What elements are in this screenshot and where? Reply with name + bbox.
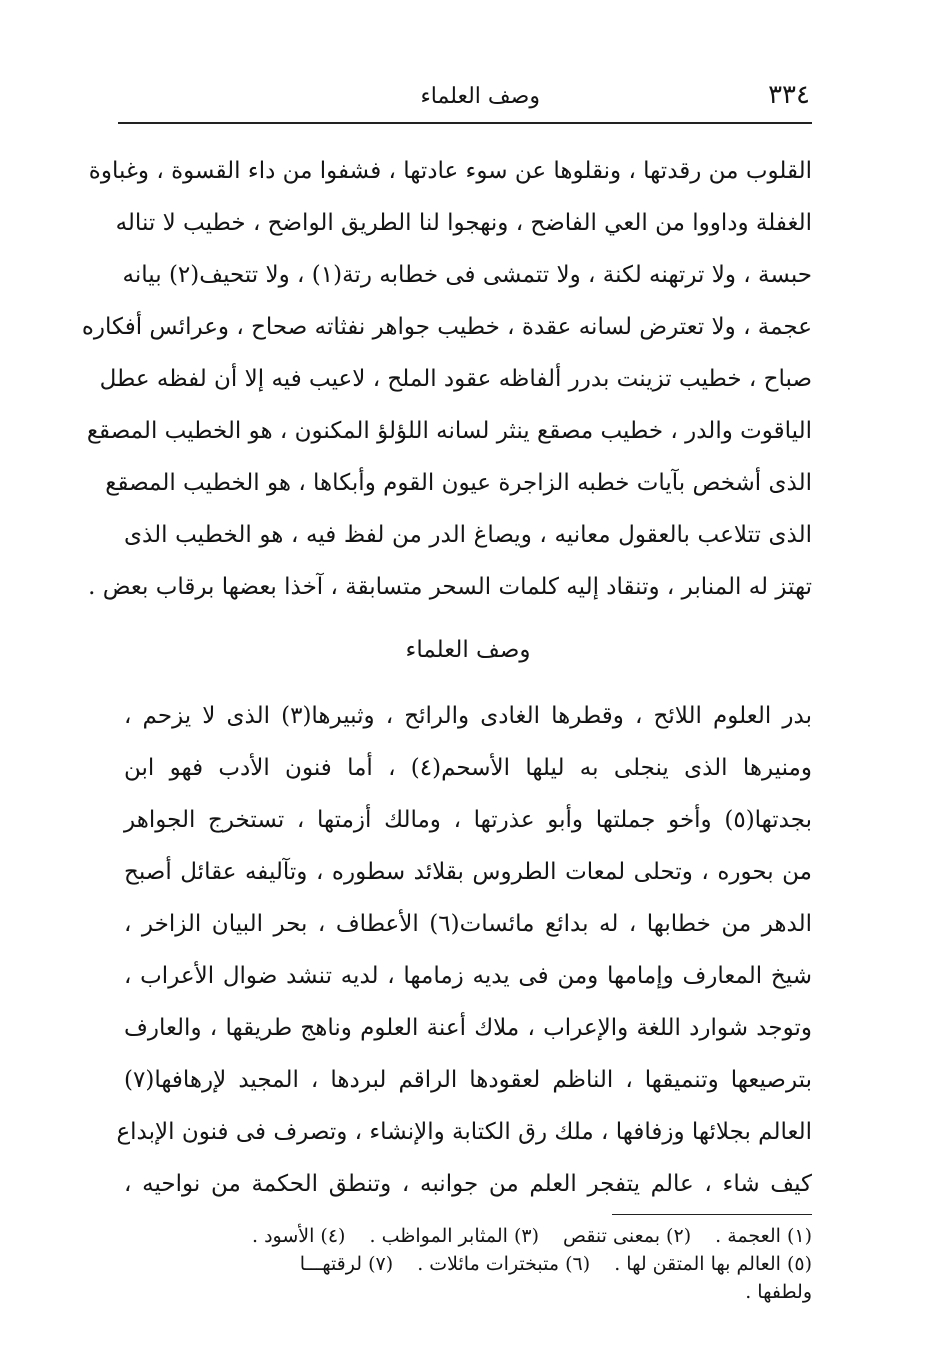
text-line: الدهر من خطابها ، له بدائع مائسات(٦) الأعطاف ، بحر البيان الزاخر ، [124, 911, 812, 937]
footnotes [124, 1222, 812, 1306]
text-line: صباح ، خطيب تزينت بدرر ألفاظه عقود الملح ، لاعيب فيه إلا أن لفظه عطل [99, 366, 812, 392]
footnote-line [124, 1222, 812, 1250]
paragraph-orators [81, 145, 812, 613]
footnote-4: (٤) الأسود . [251, 1225, 346, 1247]
footnote-6: (٦) متبخترات مائلات . [417, 1253, 591, 1275]
text-line: ومنيرها الذى ينجلى به ليلها الأسحم(٤) ، أما فنون الأدب فهو ابن [124, 755, 812, 781]
running-title: وصف العلماء [420, 84, 540, 109]
text-line: العالم بجلائها وزفافها ، ملك رق الكتابة والإنشاء ، وتصرف فى فنون الإبداع [116, 1119, 812, 1145]
footnote-rule [612, 1214, 812, 1215]
text-line: القلوب من رقدتها ، ونقلوها عن سوء عادتها ، فشفوا من داء القسوة ، وغباوة [88, 158, 812, 184]
footnote-7-continued: ولطفها . [745, 1281, 812, 1303]
text-line: الياقوت والدر ، خطيب مصقع ينثر لسانه اللؤلؤ المكنون ، هو الخطيب المصقع [86, 418, 812, 444]
paragraph-scholars [116, 690, 812, 1210]
section-heading: وصف العلماء [405, 637, 531, 663]
page-number: ٣٣٤ [768, 80, 810, 110]
header-rule [118, 122, 812, 124]
text-line: كيف شاء ، عالم يتفجر العلم من جوانبه ، وتنطق الحكمة من نواحيه ، [124, 1171, 812, 1197]
text-line: الغفلة وداووا من العي الفاضح ، ونهجوا لنا الطريق الواضح ، خطيب لا تناله [115, 210, 812, 236]
text-line: بجدتها(٥) وأخو جملتها وأبو عذرتها ، ومالك أزمتها ، تستخرج الجواهر [124, 807, 812, 833]
text-line: شيخ المعارف وإمامها ومن فى يديه زمامها ، لديه تنشد ضوال الأعراب ، [124, 963, 812, 989]
text-line: الذى أشخص بآيات خطبه الزاجرة عيون القوم وأبكاها ، هو الخطيب المصقع [105, 470, 812, 496]
text-line: وتوجد شوارد اللغة والإعراب ، ملاك أعنة العلوم وناهج طريقها ، والعارف [124, 1015, 812, 1041]
text-line: حبسة ، ولا ترتهنه لكنة ، ولا تتمشى فى خطابه رتة(١) ، ولا تتحيف(٢) بيانه [122, 262, 812, 288]
footnote-5: (٥) العالم بها المتقن لها . [614, 1253, 812, 1275]
page-header [120, 78, 810, 118]
footnote-2: (٢) بمعنى تنقص [563, 1225, 692, 1247]
text-line: بدر العلوم اللائح ، وقطرها الغادى والرائح ، وثبيرها(٣) الذى لا يزحم ، [124, 703, 812, 729]
text-line: بترصيعها وتنميقها ، الناظم لعقودها الراقم لبردها ، المجيد لإرهافها(٧) [124, 1067, 812, 1093]
footnote-line [124, 1250, 812, 1278]
footnote-7: (٧) لرقتهـــا [299, 1253, 394, 1275]
text-line: تهتز له المنابر ، وتنقاد إليه كلمات السحر متسابقة ، آخذا بعضها برقاب بعض . [88, 574, 812, 600]
footnote-1: (١) العجمة . [715, 1225, 812, 1247]
text-line: عجمة ، ولا تعترض لسانه عقدة ، خطيب جواهر نفثاته صحاح ، وعرائس أفكاره [81, 314, 812, 340]
text-line: الذى تتلاعب بالعقول معانيه ، ويصاغ الدر من لفظ فيه ، هو الخطيب الذى [124, 522, 812, 548]
footnote-line [124, 1278, 812, 1306]
footnote-3: (٣) المثابر المواظب . [369, 1225, 539, 1247]
text-line: من بحوره ، وتحلى لمعات الطروس بقلائد سطوره ، وتآليفه عقائل أصبح [124, 859, 812, 885]
